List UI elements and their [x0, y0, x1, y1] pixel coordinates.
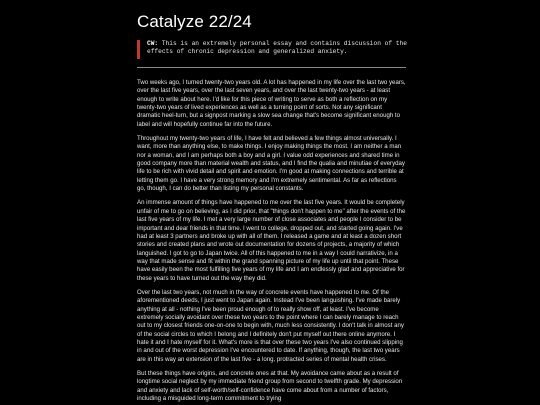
- content-warning-label: CW:: [147, 40, 159, 47]
- paragraph: An immense amount of things have happened to me over the last five years. It would be completely unfair of me to go on believing, as I did prior, that "things don't happen to me" after the events of the last five years of my life. I met a very large number of close associates and people I consider to be important and dear friends in that time. I went to college, dropped out, and started going again. I've had at least 3 partners and broke up with all of them. I released a game and at least a dozen short stories and created plans and wrote out documentation for dozens of projects, a majority of which languished. I got to go to Japan twice. All of this happened to me in a way I could narrativize, in a way that made sense and fit within the grand spanning picture of my life up until that point. These have easily been the most fulfilling five years of my life and I am endlessly glad and appreciative for these years to have turned out the way they did.: [137, 199, 406, 282]
- paragraph: Over the last two years, not much in the way of concrete events have happened to me. Of the aforementioned deeds, I just went to Japan again. Instead I've been languishing. I've made barely anything at all - nothing I've been proud enough of to really show off, at least. I've become extremely socially avoidant over these two years to the point where I can barely manage to reach out to my closest friends one-on-one to begin with, much less consistently. I don't talk in almost any of the social circles to which I belong and I definitely don't put myself out there online anymore. I hate it and I hate myself for it. What's more is that over these two years I've also continued slipping in and out of the worst depression I've encountered to date. If anything, though, the last two years are in this way an extension of the last five - a long, protracted series of mental health crises.: [137, 288, 404, 363]
- page-title: Catalyze 22/24: [137, 12, 252, 31]
- warning-accent-bar: [137, 40, 140, 59]
- paragraph: Throughout my twenty-two years of life, I have felt and believed a few things almost universally. I want, more than anything else, to make things. I enjoy making things the most. I am neither a man nor a woman, and I am perhaps both a boy and a girl. I value odd experiences and shared time in good company more than material wealth and status, and I find the qualia and minutiae of everyday life to be rich with vivid detail and spirit and emotion. I'm good at making connections and terrible at letting them go. I have a very strong memory and I'm extremely sentimental. As far as reflections go, though, I can do better than listing my personal constants.: [137, 135, 405, 193]
- content-warning: [137, 40, 407, 58]
- article-body: [137, 79, 406, 405]
- divider: [137, 67, 406, 68]
- paragraph: Two weeks ago, I turned twenty-two years old. A lot has happened in my life over the last two years, over the last five years, over the last seven years, and over the last twenty-two years - at least enough to write about here. I'd like for this piece of writing to serve as both a reflection on my twenty-two years of lived experiences as well as a turning point of sorts. Not any significant dramatic heel-turn, but a signpost marking a slow sea change that's become significant enough to label and will hopefully continue far into the future.: [137, 79, 406, 128]
- paragraph: But these things have origins, and concrete ones at that. My avoidance came about as a result of longtime social neglect by my immediate friend group from second to twelfth grade. My depression and anxiety and lack of self-worth/self-confidence have come about from a number of factors, including a misguided long-term commitment to trying: [137, 370, 403, 403]
- content-warning-text: [147, 40, 409, 56]
- content-warning-body: This is an extremely personal essay and contains discussion of the effects of chronic depression and generalized anxiety.: [147, 40, 407, 55]
